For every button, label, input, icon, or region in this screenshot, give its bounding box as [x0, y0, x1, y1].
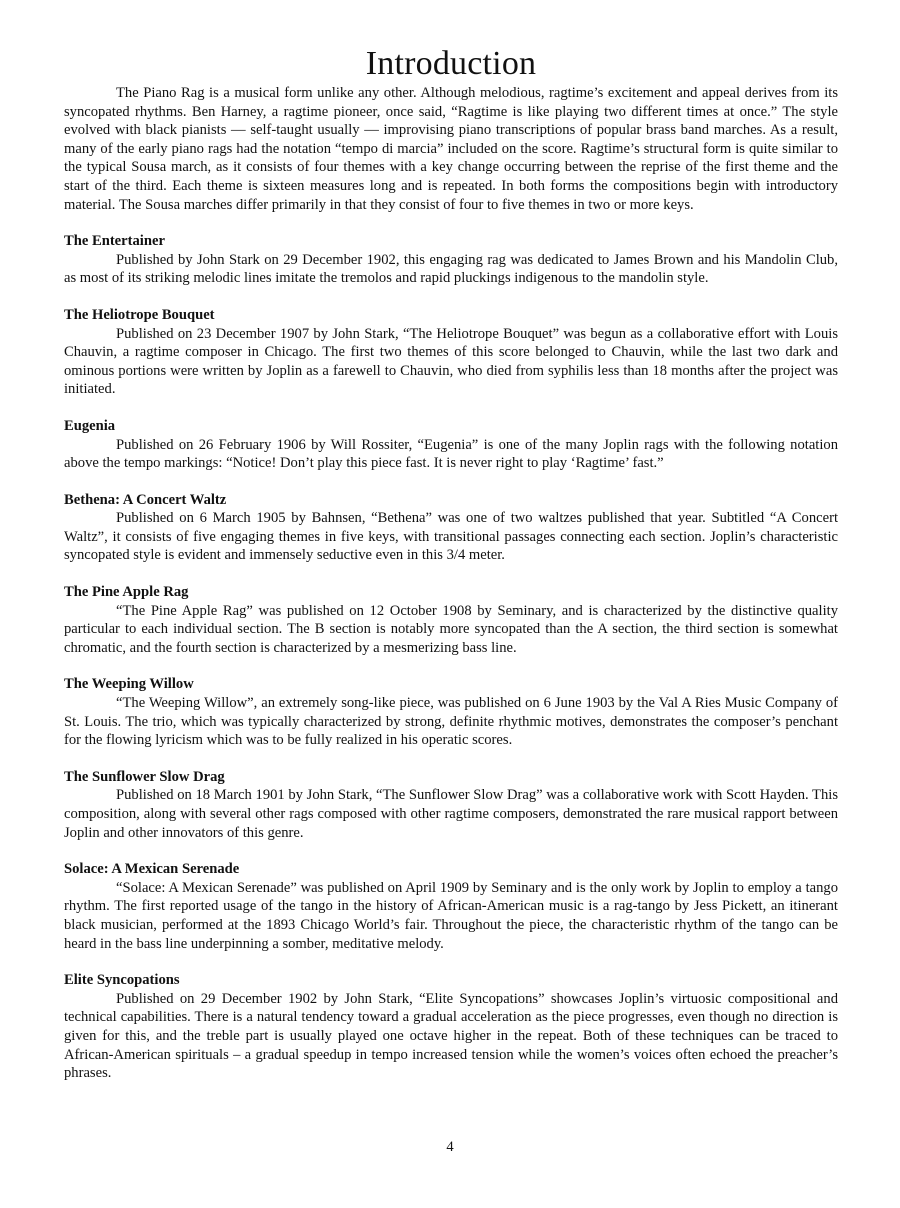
section-heading: Elite Syncopations	[64, 972, 180, 989]
intro-paragraph: The Piano Rag is a musical form unlike any other. Although melodious, ragtime’s excitement and appeal derives from its syncopated rhythms. Ben Harney, a ragtime pioneer, once said, “Ragtime is like playing two different times at once.” The style evolved with black pianists — self-taught usually — improvising piano transcriptions of popular brass band marches. As a result, many of the early piano rags had the notation “tempo di marcia” included on the score. Ragtime’s structural form is quite similar to the typical Sousa march, as it consists of four themes with a key change occurring between the reprise of the first theme and the start of the third. Each theme is sixteen measures long and is repeated. In both forms the compositions begin with introductory material. The Sousa marches differ primarily in that they consist of four to five themes in two or more keys.	[64, 85, 838, 213]
section-heading: Bethena: A Concert Waltz	[64, 491, 227, 508]
section-the-heliotrope-bouquet	[64, 306, 838, 399]
section-text: Published on 23 December 1907 by John Stark, “The Heliotrope Bouquet” was begun as a collaborative effort with Louis Chauvin, a ragtime composer in Chicago. The first two themes of this score belonged to Chauvin, while the last two dark and ominous portions were written by Joplin as a farewell to Chauvin, who died from syphilis less than 18 months after the project was initiated.	[64, 325, 838, 398]
section-the-pine-apple-rag	[64, 583, 838, 657]
section-the-weeping-willow	[64, 675, 838, 749]
section-the-sunflower-slow-drag	[64, 768, 838, 842]
section-elite-syncopations	[64, 971, 838, 1083]
section-eugenia	[64, 417, 838, 473]
section-text: Published by John Stark on 29 December 1902, this engaging rag was dedicated to James Brown and his Mandolin Club, as most of its striking melodic lines imitate the tremolos and rapid pluckings indigenous to the mandolin style.	[64, 251, 838, 287]
section-heading: The Pine Apple Rag	[64, 584, 189, 601]
section-text: Published on 26 February 1906 by Will Rossiter, “Eugenia” is one of the many Joplin rags with the following notation above the tempo markings: “Notice! Don’t play this piece fast. It is never right to play ‘Ragtime’ fast.”	[64, 436, 838, 472]
section-text: Published on 6 March 1905 by Bahnsen, “Bethena” was one of two waltzes published that year. Subtitled “A Concert Waltz”, it consists of five engaging themes in five keys, with transitional passages connecting each section. Joplin’s characteristic syncopated style is evident and immensely seductive even in this 3/4 meter.	[64, 510, 838, 564]
section-the-entertainer	[64, 232, 838, 288]
section-solace	[64, 860, 838, 953]
section-heading: Eugenia	[64, 417, 116, 434]
section-heading: The Entertainer	[64, 233, 165, 250]
section-text: “The Weeping Willow”, an extremely song-like piece, was published on 6 June 1903 by the Val A Ries Music Company of St. Louis. The trio, which was typically characterized by strong, definite rhythmic motives, demonstrates the composer’s penchant for the flowing lyricism which was to be fully realized in his operatic scores.	[64, 695, 838, 749]
section-text: “Solace: A Mexican Serenade” was published on April 1909 by Seminary and is the only work by Joplin to employ a tango rhythm. The first reported usage of the tango in the history of African-American music is a rag-tango by Jess Pickett, an itinerant black musician, performed at the 1893 Chicago World’s fair. Throughout the piece, the characteristic rhythm of the tango can be heard in the bass line underpinning a somber, meditative melody.	[64, 879, 838, 952]
document-page	[64, 44, 838, 1083]
section-heading: The Sunflower Slow Drag	[64, 768, 225, 785]
section-heading: The Weeping Willow	[64, 676, 194, 693]
page-number: 4	[446, 1139, 454, 1155]
section-text: “The Pine Apple Rag” was published on 12 October 1908 by Seminary, and is characterized by the distinctive quality particular to each individual section. The B section is notably more syncopated than the A section, the third section is somewhat chromatic, and the fourth section is characterized by a mesmerizing bass line.	[64, 602, 838, 656]
section-heading: Solace: A Mexican Serenade	[64, 861, 240, 878]
page-title: Introduction	[365, 45, 537, 82]
section-bethena	[64, 491, 838, 565]
section-text: Published on 29 December 1902 by John Stark, “Elite Syncopations” showcases Joplin’s virtuosic compositional and technical capabilities. There is a natural tendency toward a gradual acceleration as the piece progresses, even though no direction is given for this, and the treble part is usually played one octave higher in the repeat. Both of these techniques can be traced to African-American spirituals – a gradual speedup in tempo increased tension while the women’s voices often echoed the preacher’s phrases.	[64, 990, 838, 1082]
section-heading: The Heliotrope Bouquet	[64, 306, 215, 323]
section-text: Published on 18 March 1901 by John Stark, “The Sunflower Slow Drag” was a collaborative work with Scott Hayden. This composition, along with several other rags composed with other ragtime composers, demonstrated the rare musical rapport between Joplin and other innovators of this genre.	[64, 787, 838, 841]
